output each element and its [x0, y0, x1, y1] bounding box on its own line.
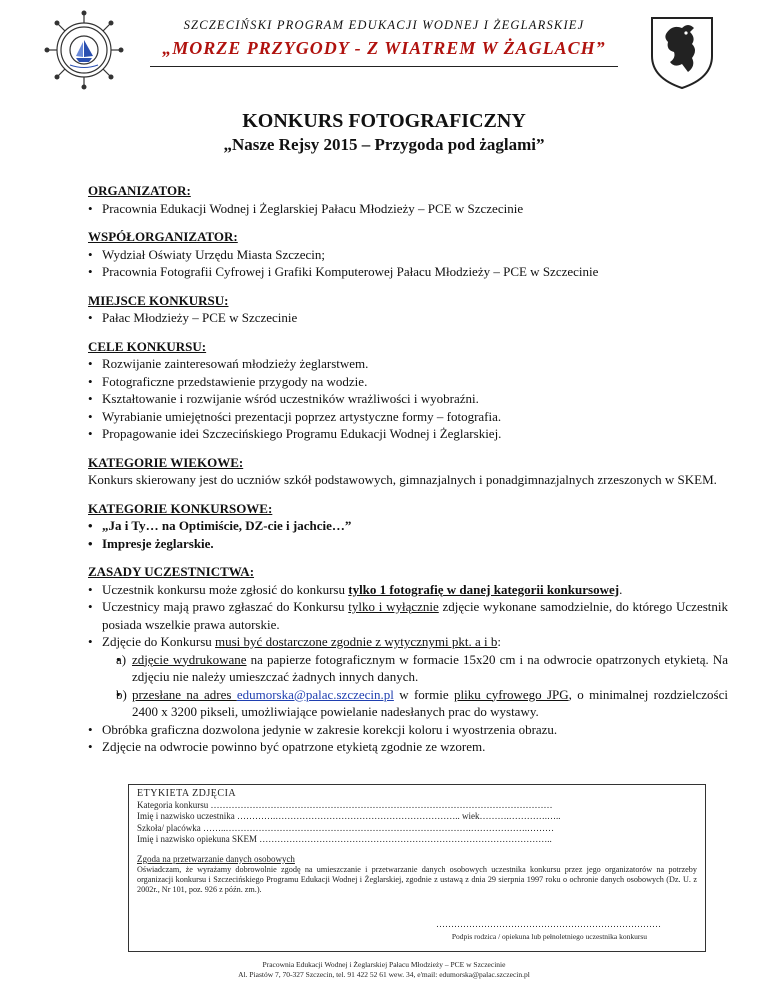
consent-text: Oświadczam, że wyrażamy dobrowolnie zgodę na umieszczanie i przetwarzanie danych osobowych uczestnika konkursu przez jego organizatorów na potrzeby organizacji konkursu i Szczecińskiego Programu Edukacji Wodnej i Żeglarskiej, zgodnie z ustawą z dnia 29 sierpnia 1997 roku o ochronie danych osobowych (Dz. U. z 2002r., Nr 101, poz. 926 z późn. zm.). — [137, 865, 697, 894]
signature-caption: Podpis rodzica / opiekuna lub pełnoletniego uczestnika konkursu — [451, 932, 647, 941]
list-item: • Impresje żeglarskie. — [88, 535, 728, 553]
list-item: • Zdjęcie do Konkursu musi być dostarczone zgodnie z wytycznymi pkt. a i b: • a) zdjęcie wydrukowane na papierze fotograficznym w formacie 15x20 cm i na odwrocie opatrzonych etykietą. Na zdjęciu nie należy umieszczać żadnych innych danych. • b) przesłane na adres edumorska@palac.szczecin.pl w formie pliku cyfrowego JPG, o minimalnej rozdzielczości 2400 x 3200 pikseli, umożliwiające powielanie nadesłanych prac do wystawy. — [88, 633, 728, 721]
list-item: • Pracownia Edukacji Wodnej i Żeglarskiej Pałacu Młodzieży – PCE w Szczecinie — [88, 200, 728, 218]
program-motto: „MORZE PRZYGODY - Z WIATREM W ŻAGLACH” — [162, 38, 606, 58]
section-heading: MIEJSCE KONKURSU: — [88, 292, 229, 308]
rules-section — [88, 563, 728, 756]
list-item: • Wyrabianie umiejętności prezentacji poprzez artystyczne formy – fotografia. — [88, 408, 728, 426]
photo-label-template — [128, 784, 706, 952]
page-footer — [0, 960, 768, 980]
label-field-supervisor: Imię i nazwisko opiekuna SKEM …………………………………………………………………………………….. — [137, 834, 552, 844]
sub-item-b: • b) przesłane na adres edumorska@palac.szczecin.pl w formie pliku cyfrowego JPG, o minimalnej rozdzielczości 2400 x 3200 pikseli, umożliwiające powielanie nadesłanych prac do wystawy. — [116, 686, 728, 721]
contact-email-link[interactable]: edumorska@palac.szczecin.pl — [236, 686, 394, 702]
label-field-school: Szkoła/ placówka ……..……………………………………………………………………….……………….……… — [137, 822, 554, 833]
venue-section — [88, 292, 728, 327]
organizer-section — [88, 182, 728, 217]
goals-section — [88, 338, 728, 443]
griffin-crest-icon — [648, 12, 716, 90]
label-field-category: Kategoria konkursu …………………………………………………………………………………………………… — [137, 799, 553, 810]
ship-wheel-logo-icon — [44, 10, 124, 90]
list-item: • Propagowanie idei Szczecińskiego Programu Edukacji Wodnej i Żeglarskiej. — [88, 425, 728, 443]
section-heading: ZASADY UCZESTNICTWA: — [88, 564, 255, 579]
consent-title: Zgoda na przetwarzanie danych osobowych — [137, 853, 295, 864]
list-item: • Uczestnik konkursu może zgłosić do konkursu tylko 1 fotografię w danej kategorii konkursowej. — [88, 581, 728, 599]
list-item: • Pracownia Fotografii Cyfrowej i Grafiki Komputerowej Pałacu Młodzieży – PCE w Szczecinie — [88, 263, 728, 281]
label-field-participant: Imię i nazwisko uczestnika ………….…………………………………………………….. wiek……….………….….. — [137, 811, 561, 821]
section-heading: ORGANIZATOR: — [88, 183, 191, 198]
list-item: • Kształtowanie i rozwijanie wśród uczestników wrażliwości i wyobraźni. — [88, 390, 728, 408]
list-item: • Uczestnicy mają prawo zgłaszać do Konkursu tylko i wyłącznie zdjęcie wykonane samodzielnie, do którego Uczestnik posiada wszelkie prawa autorskie. — [88, 598, 728, 633]
contest-title: KONKURS FOTOGRAFICZNY — [242, 110, 526, 132]
co-organizer-section — [88, 228, 728, 281]
sub-item-a: • a) zdjęcie wydrukowane na papierze fotograficznym w formacie 15x20 cm i na odwrocie opatrzonych etykietą. Na zdjęciu nie należy umieszczać żadnych innych danych. — [116, 651, 728, 686]
categories-section — [88, 500, 728, 553]
age-section — [88, 454, 728, 489]
list-item: • Wydział Oświaty Urzędu Miasta Szczecin; — [88, 246, 728, 264]
program-logo — [44, 10, 124, 90]
header-divider — [150, 66, 618, 67]
document-body — [88, 182, 728, 767]
city-coat-of-arms — [648, 12, 716, 90]
label-title: ETYKIETA ZDJĘCIA — [137, 788, 237, 799]
list-item: • Zdjęcie na odwrocie powinno być opatrzone etykietą zgodnie ze wzorem. — [88, 738, 728, 756]
age-description: Konkurs skierowany jest do uczniów szkół podstawowych, gimnazjalnych i ponadgimnazjalnych zrzeszonych w SKEM. — [88, 472, 717, 487]
list-item: • Pałac Młodzieży – PCE w Szczecinie — [88, 309, 728, 327]
section-heading: CELE KONKURSU: — [88, 338, 207, 354]
footer-address: Al. Piastów 7, 70-327 Szczecin, tel. 91 422 52 61 wew. 34, e'mail: edumorska@palac.szczecin.pl — [238, 970, 530, 979]
contest-subtitle: „Nasze Rejsy 2015 – Przygoda pod żaglami” — [223, 135, 545, 154]
footer-line: Pracownia Edukacji Wodnej i Żeglarskiej Pałacu Młodzieży – PCE w Szczecinie — [262, 960, 506, 969]
signature-line: ………………………………………………………………… — [436, 919, 661, 929]
list-item: • Fotograficzne przedstawienie przygody na wodzie. — [88, 373, 728, 391]
section-heading: WSPÓŁORGANIZATOR: — [88, 229, 238, 244]
list-item: • „Ja i Ty… na Optimiście, DZ-cie i jachcie…” — [88, 517, 728, 535]
section-heading: KATEGORIE WIEKOWE: — [88, 454, 244, 470]
list-item: • Rozwijanie zainteresowań młodzieży żeglarstwem. — [88, 355, 728, 373]
program-name: SZCZECIŃSKI PROGRAM EDUKACJI WODNEJ I ŻEGLARSKIEJ — [183, 18, 585, 32]
list-item: • Obróbka graficzna dozwolona jedynie w zakresie korekcji koloru i wyostrzenia obrazu. — [88, 721, 728, 739]
section-heading: KATEGORIE KONKURSOWE: — [88, 500, 273, 516]
